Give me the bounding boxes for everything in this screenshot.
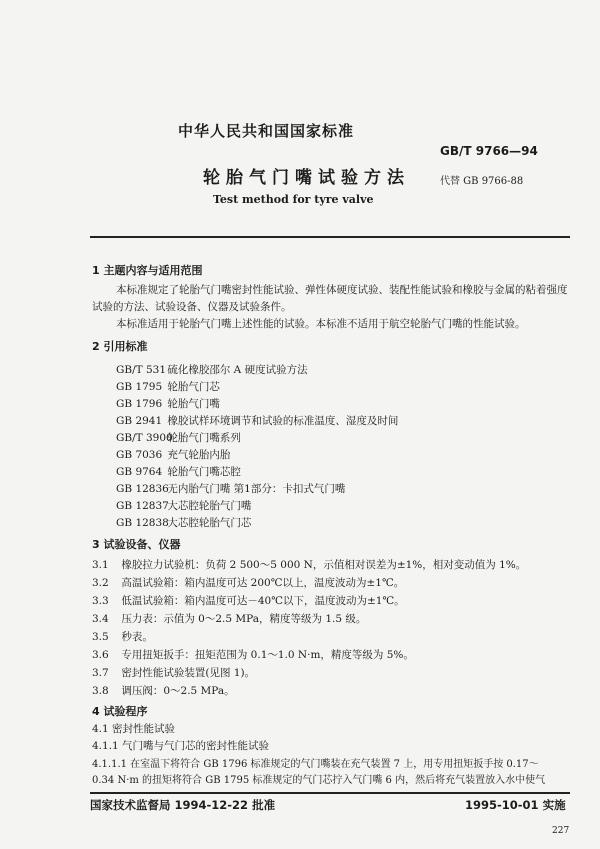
equipment-item: 3.7 密封性能试验装置(见图 1)。 [92,667,256,679]
subsection-4-1: 4.1 密封性能试验 [92,723,176,735]
section-2-heading: 2 引用标准 [92,340,148,353]
section-1-para-1-line-1: 本标准规定了轮胎气门嘴密封性能试验、弹性体硬度试验、装配性能试验和橡胶与金属的粘着强度 [116,284,568,296]
reference-item: GB 1796 轮胎气门嘴 [116,398,220,410]
subsection-4-1-1: 4.1.1 气门嘴与气门芯的密封性能试验 [92,740,270,752]
standard-category-title: 中华人民共和国国家标准 [178,122,355,140]
reference-item: GB 12836 无内胎气门嘴 第1部分：卡扣式气门嘴 [116,483,346,495]
reference-item: GB 7036 充气轮胎内胎 [116,449,231,461]
clause-4-1-1-1-line-2: 0.34 N·m 的扭矩将符合 GB 1795 标准规定的气门芯拧入气门嘴 6 内，然后将充气装置放入水中使气 [92,775,546,786]
page-number: 227 [552,826,570,836]
equipment-item: 3.6 专用扭矩扳手：扭矩范围为 0.1～1.0 N·m，精度等级为 5%。 [92,649,414,661]
reference-item: GB 9764 轮胎气门嘴芯腔 [116,466,241,478]
reference-item: GB/T 3900 轮胎气门嘴系列 [116,432,241,444]
section-3-heading: 3 试验设备、仪器 [92,538,181,551]
equipment-item: 3.1 橡胶拉力试验机：负荷 2 500～5 000 N，示值相对误差为±1%，相对变动值为 1%。 [92,559,527,571]
section-1-para-1-line-2: 试验的方法、试验设备、仪器及试验条件。 [92,301,292,313]
footer-divider [90,792,570,794]
reference-item: GB 12838 大芯腔轮胎气门芯 [116,517,252,529]
approval-note: 国家技术监督局 1994-12-22 批准 [90,798,276,812]
english-title: Test method for tyre valve [213,193,374,206]
equipment-item: 3.2 高温试验箱：箱内温度可达 200℃以上，温度波动为±1℃。 [92,577,405,589]
header-divider [90,236,570,238]
reference-item: GB 1795 轮胎气门芯 [116,381,220,393]
equipment-item: 3.8 调压阀：0～2.5 MPa。 [92,685,235,697]
reference-item: GB 12837 大芯腔轮胎气门嘴 [116,500,252,512]
effective-date: 1995-10-01 实施 [465,798,566,812]
reference-item: GB/T 531 硫化橡胶邵尔 A 硬度试验方法 [116,364,308,376]
equipment-item: 3.5 秒表。 [92,631,153,643]
reference-item: GB 2941 橡胶试样环境调节和试验的标准温度、湿度及时间 [116,415,399,427]
section-1-para-2: 本标准适用于轮胎气门嘴上述性能的试验。本标准不适用于航空轮胎气门嘴的性能试验。 [116,318,526,330]
standard-number: GB/T 9766—94 [440,144,538,158]
replaces-note: 代替 GB 9766-88 [440,176,524,187]
equipment-item: 3.4 压力表：示值为 0～2.5 MPa，精度等级为 1.5 级。 [92,613,367,625]
section-1-heading: 1 主题内容与适用范围 [92,264,203,277]
document-title: 轮胎气门嘴试验方法 [203,168,410,188]
clause-4-1-1-1-line-1: 4.1.1.1 在室温下将符合 GB 1796 标准规定的气门嘴装在充气装置 7 上，用专用扭矩扳手按 0.17～ [92,759,539,770]
equipment-item: 3.3 低温试验箱：箱内温度可达－40℃以下，温度波动为±1℃。 [92,595,405,607]
section-4-heading: 4 试验程序 [92,705,148,718]
